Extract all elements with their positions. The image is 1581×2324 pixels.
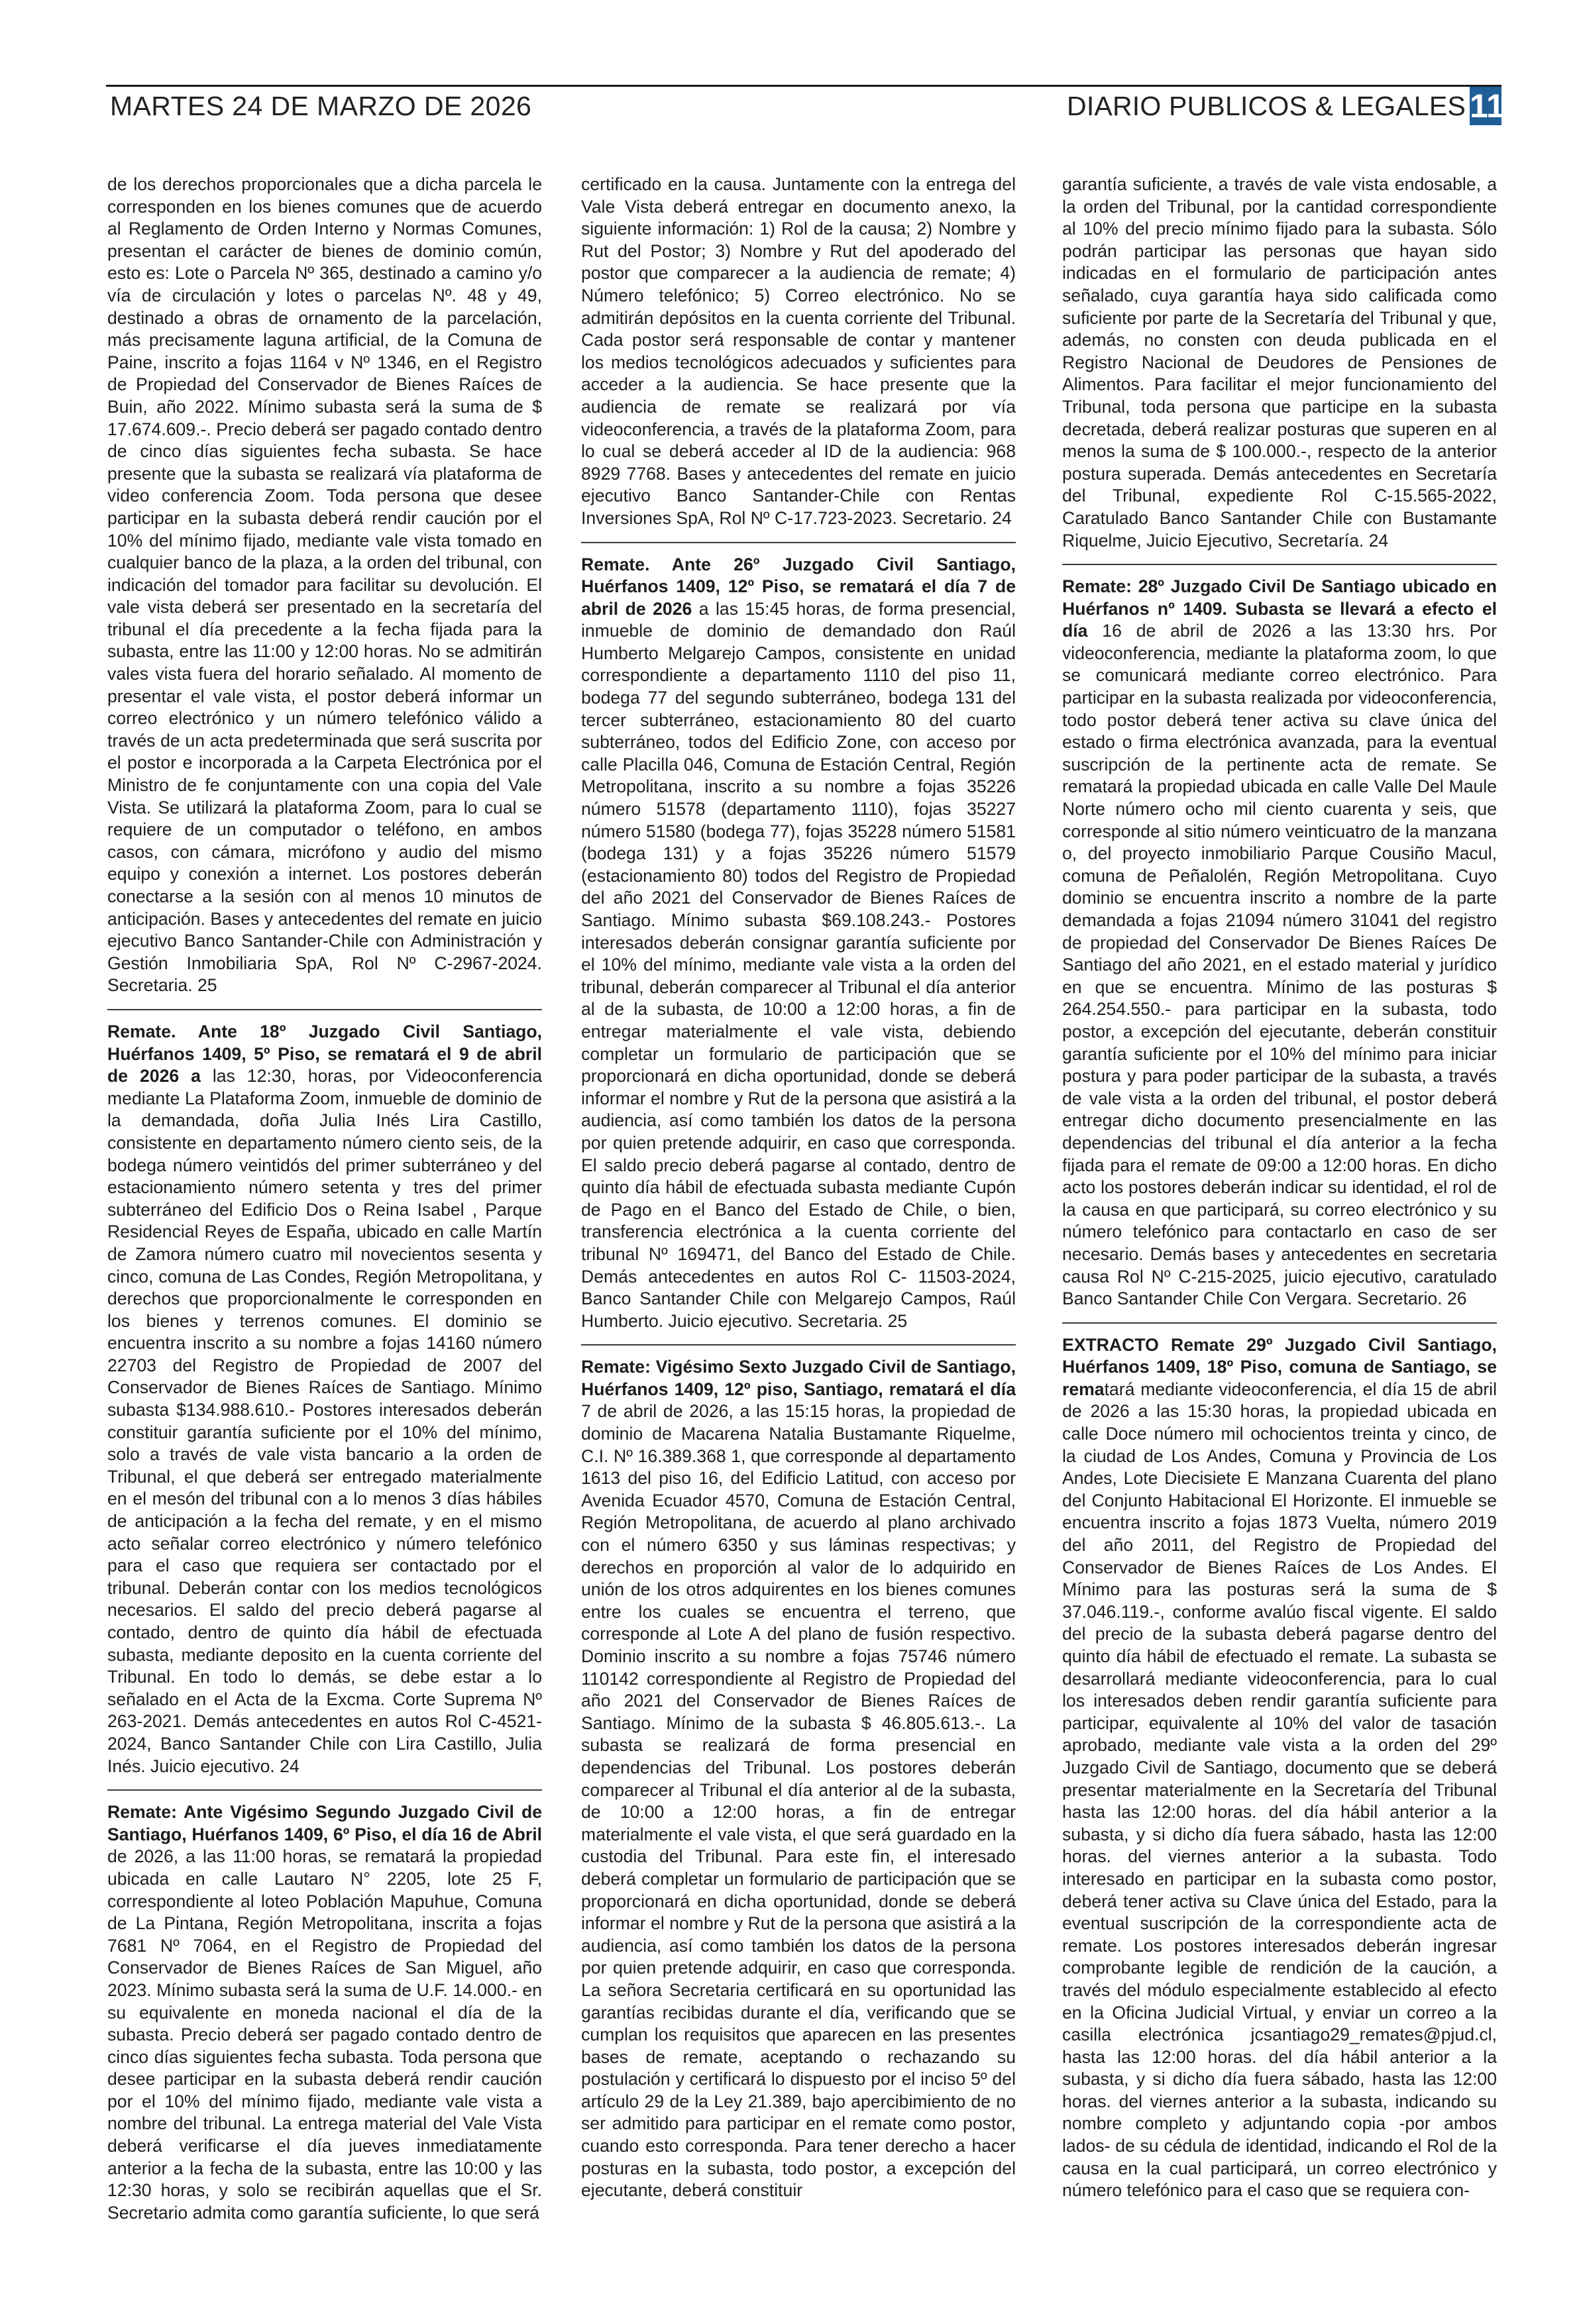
notice-body: de 2026, a las 11:00 horas, se rematará la propiedad ubicada en calle Lautaro N° 2205, lote 25 F, correspondiente al loteo Población Mapuhue, Comuna de La Pintana, Región Metropolitana, inscrita a fojas 7681 Nº 7064, en el Registro de Propiedad del Conservador de Bienes Raíces de San Miguel, año 2023. Mínimo subasta será la suma de U.F. 14.000.- en su equivalente en moneda nacional el día de la subasta. Precio deberá ser pagado contado dentro de cinco días siguientes fecha subasta. Toda persona que desee participar en la subasta deberá rendir caución por el 10% del mínimo fijado, mediante vale vista a nombre del tribunal. La entrega material del Vale Vista deberá verificarse el día jueves inmediatamente anterior a la fecha de la subasta, entre las 10:00 y las 12:30 horas, y solo se recibirán aquellas que el Sr. Secretario admita como garantía suficiente, lo que será xyxy=(107,1846,542,2223)
column-1 xyxy=(107,174,542,2294)
notice xyxy=(107,1021,542,1777)
notice-divider xyxy=(107,1009,542,1010)
notice-body: garantía suficiente, a través de vale vista endosable, a la orden del Tribunal, por la cantidad correspondiente al 10% del precio mínimo fijado para la subasta. Sólo podrán participar las personas que hayan sido indicadas en el formulario de participación antes señalado, cuya garantía haya sido calificada como suficiente por parte de la Secretaría del Tribunal y que, además, no consten con deuda publicada en el Registro Nacional de Deudores de Pensiones de Alimentos. Para facilitar el mejor funcionamiento del Tribunal, toda persona que participe en la subasta decretada, deberá realizar posturas que superen en al menos la suma de $ 100.000.-, respecto de la anterior postura superada. Demás antecedentes en Secretaría del Tribunal, expediente Rol C-15.565-2022, Caratulado Banco Santander Chile con Bustamante Riquelme, Juicio Ejecutivo, Secretaría. 24 xyxy=(1062,174,1497,551)
notice-divider xyxy=(107,1789,542,1791)
notice-continuation xyxy=(107,174,542,997)
notice-heading: Remate: Vigésimo Sexto Juzgado Civil de Santiago, Huérfanos 1409, 12º piso, Santiago, rematará el día xyxy=(581,1357,1016,1399)
notice-continuation xyxy=(1062,174,1497,552)
notice xyxy=(581,1356,1016,2202)
notice xyxy=(1062,576,1497,1310)
notice-heading: Remate: Ante Vigésimo Segundo Juzgado Civil de Santiago, Huérfanos 1409, 6º Piso, el día 16 de Abril xyxy=(107,1802,542,1844)
notice-divider xyxy=(581,542,1016,543)
issue-date: MARTES 24 DE MARZO DE 2026 xyxy=(110,91,532,121)
notice-heading: Remate. Ante 26º Juzgado Civil Santiago, Huérfanos 1409, 12º Piso, se rematará el día 7 de abril de 2026 xyxy=(581,554,1016,619)
notice-body: las 12:30, horas, por Videoconferencia mediante La Plataforma Zoom, inmueble de dominio de la demandada, doña Julia Inés Lira Castillo, consistente en departamento número ciento seis, de la bodega número veintidós del primer subterráneo y del estacionamiento número setenta y tres del primer subterráneo del Edificio Dos o Reina Isabel , Parque Residencial Reyes de España, ubicado en calle Martín de Zamora número cuatro mil novecientos sesenta y cinco, comuna de Las Condes, Región Metropolitana, y derechos que proporcionalmente le corresponden en los bienes y terrenos comunes. El dominio se encuentra inscrito a su nombre a fojas 14160 número 22703 del Registro de Propiedad de 2007 del Conservador de Bienes Raíces de Santiago. Mínimo subasta $134.988.610.- Postores interesados deberán constituir garantía suficiente por el 10% del mínimo, solo a través de vale vista bancario a la orden de Tribunal, el que deberá ser entregado materialmente en el mesón del tribunal con a lo menos 3 días hábiles de anticipación a la fecha del remate, y en el mismo acto señalar correo electrónico y número telefónico para el caso que requiera ser contactado por el tribunal. Deberán contar con los medios tecnológicos necesarios. El saldo del precio deberá pagarse al contado, dentro de quinto día hábil de efectuada subasta, mediante deposito en la cuenta corriente del Tribunal. En todo lo demás, se debe estar a lo señalado en el Acta de la Excma. Corte Suprema Nº 263-2021. Demás antecedentes en autos Rol C-4521-2024, Banco Santander Chile con Lira Castillo, Julia Inés. Juicio ejecutivo. 24 xyxy=(107,1066,542,1776)
notice-body: de los derechos proporcionales que a dicha parcela le corresponden en los bienes comunes que de acuerdo al Reglamento de Orden Interno y Normas Comunes, presentan el carácter de bienes de dominio común, esto es: Lote o Parcela Nº 365, destinado a camino y/o vía de circulación y lotes o parcelas Nº. 48 y 49, destinado a obras de ornamento de la parcelación, más precisamente laguna artificial, de la Comuna de Paine, inscrito a fojas 1164 v Nº 1346, en el Registro de Propiedad del Conservador de Bienes Raíces de Buin, año 2022. Mínimo subasta será la suma de $ 17.674.609.-. Precio deberá ser pagado contado dentro de cinco días siguientes fecha subasta. Se hace presente que la subasta se realizará vía plataforma de video conferencia Zoom. Toda persona que desee participar en la subasta deberá rendir caución por el 10% del mínimo fijado, mediante vale vista tomado en cualquier banco de la plaza, a la orden del tribunal, con indicación del tomador para facilitar su devolución. El vale vista deberá ser presentado en la secretaría del tribunal el día precedente a la fecha fijada para la subasta, entre las 11:00 y 12:00 horas. No se admitirán vales vista fuera del horario señalado. Al momento de presentar el vale vista, el postor deberá informar un correo electrónico y un número telefónico válido a través de un acta predeterminada que será suscrita por el postor e incorporada a la Carpeta Electrónica por el Ministro de fe conjuntamente con una copia del Vale Vista. Se utilizará la plataforma Zoom, para lo cual se requiere de un computador o teléfono, en ambos casos, con cámara, micrófono y audio del mismo equipo y conexión a internet. Los postores deberán conectarse a la sesión con al menos 10 minutos de anticipación. Bases y antecedentes del remate en juicio ejecutivo Banco Santander-Chile con Administración y Gestión Inmobiliaria SpA, Rol Nº C-2967-2024. Secretaria. 25 xyxy=(107,174,542,996)
page-number-badge: 11 xyxy=(1470,87,1505,125)
notice-divider xyxy=(1062,1322,1497,1324)
notice xyxy=(107,1801,542,2224)
notice-continuation xyxy=(581,174,1016,530)
notice-divider xyxy=(1062,564,1497,565)
notice xyxy=(581,554,1016,1333)
notice xyxy=(1062,1334,1497,2202)
notice-body: 7 de abril de 2026, a las 15:15 horas, la propiedad de dominio de Macarena Natalia Bustamante Riquelme, C.I. Nº 16.389.368 1, que corresponde al departamento 1613 del piso 16, del Edificio Latitud, con acceso por Avenida Ecuador 4570, Comuna de Estación Central, Región Metropolitana, de acuerdo al plano archivado con el número 6350 y sus láminas respectivas; y derechos en proporción al valor de lo adquirido en unión de los otros adquirentes en los bienes comunes entre los cuales se encuentra el terreno, que corresponde al Lote A del plano de fusión respectivo. Dominio inscrito a su nombre a fojas 75746 número 110142 correspondiente al Registro de Propiedad del año 2021 del Conservador de Bienes Raíces de Santiago. Mínimo de la subasta $ 46.805.613.-. La subasta se realizará de forma presencial en dependencias del Tribunal. Los postores deberán comparecer al Tribunal el día anterior al de la subasta, de 10:00 a 12:00 horas, a fin de entregar materialmente el vale vista, el que será guardado en la custodia del Tribunal. Para este fin, el interesado deberá completar un formulario de participación que se proporcionará en dicha oportunidad, donde se deberá informar el nombre y Rut de la persona que asistirá a la audiencia, así como también los datos de la persona por quien pretende adquirir, en caso que corresponda. La señora Secretaria certificará en su oportunidad las garantías recibidas durante el día, verificando que se cumplan los requisitos que aparecen en las presentes bases de remate, aceptando o rechazando su postulación y certificará lo dispuesto por el inciso 5º del artículo 29 de la Ley 21.389, bajo apercibimiento de no ser admitido para participar en el remate como postor, cuando esto corresponda. Para tener derecho a hacer posturas en la subasta, todo postor, a excepción del ejecutante, deberá constituir xyxy=(581,1401,1016,2201)
notice-divider xyxy=(581,1344,1016,1346)
notice-body: certificado en la causa. Juntamente con la entrega del Vale Vista deberá entregar en documento anexo, la siguiente información: 1) Rol de la causa; 2) Nombre y Rut del Postor; 3) Nombre y Rut del apoderado del postor que comparecer a la audiencia de remate; 4) Número telefónico; 5) Correo electrónico. No se admitirán depósitos en la cuenta corriente del Tribunal. Cada postor será responsable de contar y mantener los medios tecnológicos adecuados y suficientes para acceder a la audiencia. Se hace presente que la audiencia de remate se realizará por vía videoconferencia, a través de la plataforma Zoom, para lo cual se deberá acceder al ID de la audiencia: 968 8929 7768. Bases y antecedentes del remate en juicio ejecutivo Banco Santander-Chile con Rentas Inversiones SpA, Rol Nº C-17.723-2023. Secretario. 24 xyxy=(581,174,1016,528)
column-3 xyxy=(1062,174,1497,2294)
notice-heading: Remate. Ante 18º Juzgado Civil Santiago, Huérfanos 1409, 5º Piso, se rematará el 9 de abril de 2026 a xyxy=(107,1021,542,1086)
column-2 xyxy=(581,174,1016,2294)
publication-name: DIARIO PUBLICOS & LEGALES xyxy=(1067,91,1466,121)
page-header xyxy=(106,85,1505,128)
notice-heading: EXTRACTO Remate 29º Juzgado Civil Santiago, Huérfanos 1409, 18º Piso, comuna de Santiago, se rema xyxy=(1062,1334,1497,1399)
notice-body: tará mediante videoconferencia, el día 15 de abril de 2026 a las 15:30 horas, la propiedad ubicada en calle Doce número mil ochocientos treinta y cinco, de la ciudad de Los Andes, Comuna y Provincia de Los Andes, Lote Diecisiete E Manzana Cuarenta del plano del Conjunto Habitacional El Horizonte. El inmueble se encuentra inscrito a fojas 1873 Vuelta, número 2019 del año 2011, del Registro de Propiedad del Conservador de Bienes Raíces de Los Andes. El Mínimo para las posturas será la suma de $ 37.046.119.-, conforme avalúo fiscal vigente. El saldo del precio de la subasta deberá pagarse dentro del quinto día hábil de efectuado el remate. La subasta se desarrollará mediante videoconferencia, para lo cual los interesados deben rendir garantía suficiente para participar, equivalente al 10% del valor de tasación aprobado, mediante vale vista a la orden del 29º Juzgado Civil de Santiago, documento que se deberá presentar materialmente en la Secretaría del Tribunal hasta las 12:00 horas. del día hábil anterior a la subasta, y si dicho día fuera sábado, hasta las 12:00 horas. del viernes anterior a la subasta. Todo interesado en participar en la subasta como postor, deberá tener activa su Clave única del Estado, para la eventual suscripción de la correspondiente acta de remate. Los postores interesados deberán ingresar comprobante legible de rendición de la caución, a través del módulo especialmente establecido al efecto en la Oficina Judicial Virtual, y enviar un correo a la casilla electrónica jcsantiago29_remates@pjud.cl, hasta las 12:00 horas. del día hábil anterior a la subasta, y si dicho día fuera sábado, hasta las 12:00 horas. del viernes anterior a la subasta, indicando su nombre completo y adjuntando copia -por ambos lados- de su cédula de identidad, indicando el Rol de la causa en la cual participará, un correo electrónico y número telefónico para el caso que se requiera con- xyxy=(1062,1379,1497,2201)
notice-body: 16 de abril de 2026 a las 13:30 hrs. Por videoconferencia, mediante la plataforma zoom, lo que se comunicará mediante correo electrónico. Para participar en la subasta realizada por videoconferencia, todo postor deberá tener activa su clave única del estado o firma electrónica avanzada, para la eventual suscripción de la pertinente acta de remate. Se rematará la propiedad ubicada en calle Valle Del Maule Norte número ocho mil ciento cuarenta y seis, que corresponde al sitio número veinticuatro de la manzana o, del proyecto inmobiliario Parque Cousiño Macul, comuna de Peñalolén, Región Metropolitana. Cuyo dominio se encuentra inscrito a nombre de la parte demandada a fojas 21094 número 31041 del registro de propiedad del Conservador De Bienes Raíces De Santiago del año 2021, en el estado material y jurídico en que se encuentra. Mínimo de las posturas $ 264.254.550.- para participar en la subasta, todo postor, a excepción del ejecutante, deberán constituir garantía suficiente por el 10% del mínimo para iniciar postura y para poder participar de la subasta, a través de vale vista a la orden del tribunal, el postor deberá entregar dicho documento presencialmente en las dependencias del tribunal el día anterior a la fecha fijada para el remate de 09:00 a 12:00 horas. En dicho acto los postores deberán indicar su identidad, el rol de la causa en que participará, su correo electrónico y su número telefónico para contactarlo en caso de ser necesario. Demás bases y antecedentes en secretaria causa Rol Nº C-215-2025, juicio ejecutivo, caratulado Banco Santander Chile Con Vergara. Secretario. 26 xyxy=(1062,621,1497,1309)
notice-body: a las 15:45 horas, de forma presencial, inmueble de dominio de demandado don Raúl Humberto Melgarejo Campos, consistente en unidad correspondiente a departamento 1110 del piso 11, bodega 77 del segundo subterráneo, bodega 131 del tercer subterráneo, estacionamiento 80 del cuarto subterráneo, todos del Edificio Zone, con acceso por calle Placilla 046, Comuna de Estación Central, Región Metropolitana, inscrito a su nombre a fojas 35226 número 51578 (departamento 1110), fojas 35227 número 51580 (bodega 77), fojas 35228 número 51581 (bodega 131) y a fojas 35226 número 51579 (estacionamiento 80) todos del Registro de Propiedad del año 2021 del Conservador de Bienes Raíces de Santiago. Mínimo subasta $69.108.243.- Postores interesados deberán consignar garantía suficiente por el 10% del mínimo, mediante vale vista a la orden del tribunal, deberán comparecer al Tribunal el día anterior al de la subasta, de 10:00 a 12:00 horas, a fin de entregar materialmente el vale vista, debiendo completar un formulario de participación que se proporcionará en dicha oportunidad, donde se deberá informar el nombre y Rut de la persona que asistirá a la audiencia, así como también los datos de la persona por quien pretende adquirir, en caso que corresponda. El saldo precio deberá pagarse al contado, dentro de quinto día hábil de efectuada subasta mediante Cupón de Pago en el Banco del Estado de Chile, o bien, transferencia electrónica a la cuenta corriente del tribunal Nº 169471, del Banco del Estado de Chile. Demás antecedentes en autos Rol C- 11503-2024, Banco Santander Chile con Melgarejo Campos, Raúl Humberto. Juicio ejecutivo. Secretaria. 25 xyxy=(581,598,1016,1331)
notice-heading: Remate: 28º Juzgado Civil De Santiago ubicado en Huérfanos nº 1409. Subasta se llevará a efecto el día xyxy=(1062,576,1497,641)
